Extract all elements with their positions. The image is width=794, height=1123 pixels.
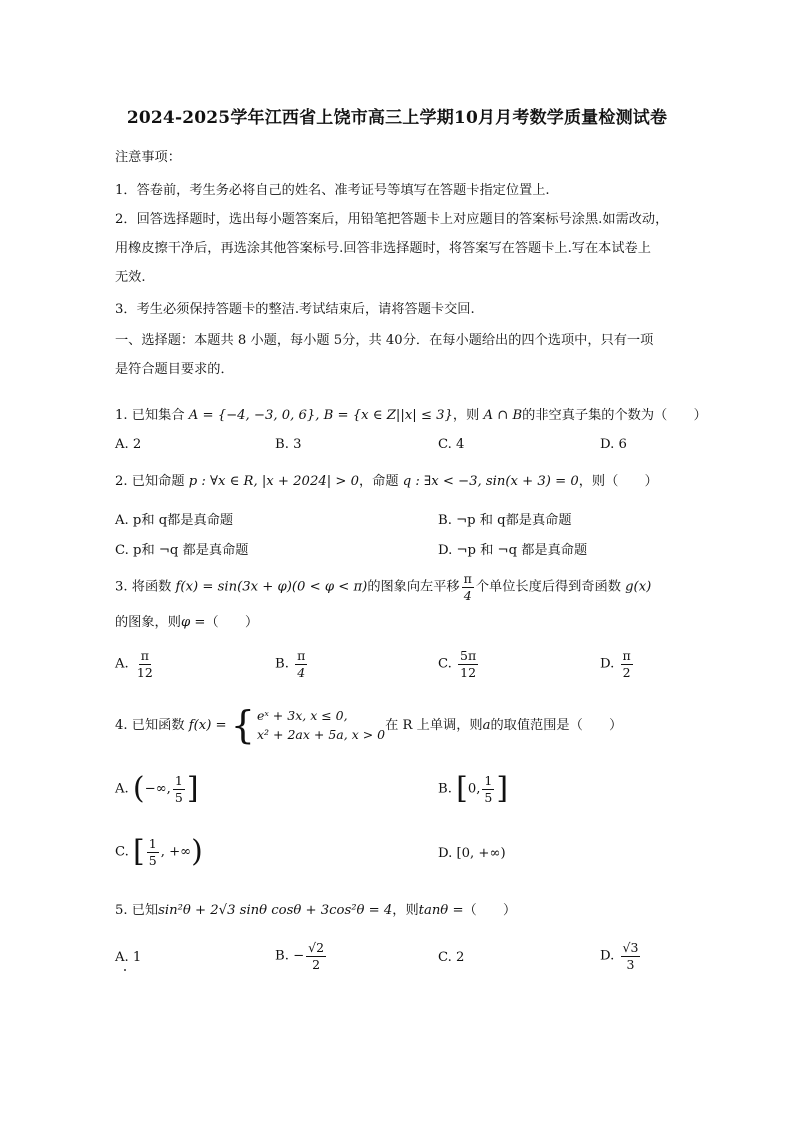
- q1-option-a: A. 2: [115, 437, 142, 452]
- q2-option-a: A. p和 q都是真命题: [115, 513, 234, 528]
- q4-option-c-label: C.: [115, 844, 129, 860]
- q4-option-b-num: 1: [484, 773, 493, 788]
- q3-prefix: 3. 将函数: [115, 579, 172, 595]
- q3-option-b-num: π: [297, 648, 306, 663]
- question-4: [115, 703, 623, 748]
- q3-option-b: [275, 648, 309, 680]
- q1-suffix: 的非空真子集的个数为（ ）: [522, 408, 707, 423]
- q5-expr: sin²θ + 2√3 sinθ cosθ + 3cos²θ = 4: [158, 903, 393, 918]
- q3-option-c: [438, 648, 480, 680]
- q3-line2: 的图象，则: [115, 615, 181, 630]
- q5-option-b: [275, 940, 328, 972]
- q4-option-c-upper: , +∞: [160, 844, 192, 860]
- q3-option-d: [600, 648, 635, 680]
- q4-option-c-den: 5: [148, 852, 157, 868]
- section-heading: 一、选择题：本题共 8 小题，每小题 5分，共 40分．在每小题给出的四个选项中，只有一项: [115, 333, 654, 348]
- q3-option-c-label: C.: [438, 656, 452, 672]
- q5-option-a: [115, 950, 141, 965]
- q3-option-d-label: D.: [600, 656, 615, 672]
- q3-suffix: 个单位长度后得到奇函数: [475, 579, 621, 595]
- q4-option-b-left-bracket: [: [456, 771, 468, 807]
- question-2: [115, 470, 658, 489]
- q4-option-b: [438, 773, 508, 805]
- q1-mid: ，则: [452, 408, 480, 423]
- notice-heading: 注意事项：: [115, 150, 181, 165]
- q3-option-a-label: A.: [115, 656, 129, 672]
- q4-option-a-num: 1: [174, 773, 183, 788]
- q3-option-b-den: 4: [297, 664, 306, 680]
- q3-option-b-label: B.: [275, 656, 289, 672]
- q4-option-b-right-bracket: ]: [496, 771, 509, 807]
- q3-phi: φ =: [180, 615, 206, 630]
- q4-option-c-right-bracket: ): [191, 834, 203, 870]
- q3-option-c-num: 5π: [460, 648, 477, 663]
- q1-expr: A ∩ B: [483, 408, 523, 423]
- q4-option-d: [438, 846, 506, 861]
- q4-option-a-den: 5: [174, 789, 183, 805]
- q4-option-c: [115, 836, 203, 868]
- section-heading-cont: 是符合题目要求的．: [115, 362, 234, 377]
- q5-option-b-num: √2: [308, 940, 325, 955]
- q1-sets: A = {−4, −3, 0, 6}, B = {x ∈ Z||x| ≤ 3}: [188, 408, 453, 423]
- q4-a: a: [482, 717, 491, 733]
- q5-option-a-text: 1: [132, 950, 142, 965]
- q2-q: q : ∃x < −3, sin(x + 3) = 0: [402, 474, 579, 489]
- q5-option-b-fraction: [306, 940, 326, 972]
- question-3-cont: [115, 611, 258, 630]
- q4-case-1: eˣ + 3x, x ≤ 0,: [256, 708, 348, 723]
- q5-option-d-label: D.: [600, 948, 615, 964]
- q4-option-d-label: D.: [438, 846, 453, 861]
- q5-option-c: [438, 950, 464, 965]
- q4-func: f(x) =: [188, 717, 227, 733]
- q1-option-b: B. 3: [275, 437, 302, 452]
- q2-mid: ，命题: [359, 474, 399, 489]
- q3-option-d-fraction: [621, 648, 633, 680]
- q4-brace: {: [230, 703, 255, 748]
- stray-dot: [124, 969, 126, 971]
- q4-option-c-fraction: [147, 836, 159, 868]
- q4-option-a-label: A.: [115, 781, 129, 797]
- q3-option-a: [115, 648, 157, 680]
- q5-option-b-sign: −: [293, 948, 305, 964]
- q3-line2-end: （ ）: [205, 615, 259, 630]
- q1-option-d: D. 6: [600, 437, 627, 452]
- q4-option-b-lower: 0,: [467, 781, 481, 797]
- q2-prefix: 2. 已知命题: [115, 474, 185, 489]
- question-5: [115, 899, 516, 918]
- q3-option-d-den: 2: [622, 664, 631, 680]
- q4-option-c-num: 1: [148, 836, 157, 851]
- q3-shift-num: π: [463, 571, 472, 586]
- q2-option-d: D. ¬p 和 ¬q 都是真命题: [438, 543, 588, 558]
- q5-prefix: 5. 已知: [115, 903, 159, 918]
- q3-shift-den: 4: [463, 587, 472, 603]
- q5-option-d-den: 3: [626, 956, 635, 972]
- notice-item-2: 2．回答选择题时，选出每小题答案后，用铅笔把答题卡上对应题目的答案标号涂黑.如需改动，: [115, 212, 669, 227]
- q3-option-c-fraction: [458, 648, 478, 680]
- q5-option-d-fraction: [621, 940, 641, 972]
- q4-case-2: x² + 2ax + 5a, x > 0: [256, 727, 386, 743]
- q3-g: g(x): [625, 579, 652, 595]
- q5-option-b-label: B.: [275, 948, 289, 964]
- q4-option-a-lower: −∞,: [144, 781, 171, 797]
- q2-option-b: B. ¬p 和 q都是真命题: [438, 513, 572, 528]
- q3-option-d-num: π: [622, 648, 631, 663]
- q2-suffix: ，则（ ）: [578, 474, 658, 489]
- q4-option-b-den: 5: [484, 789, 493, 805]
- q1-option-c: C. 4: [438, 437, 465, 452]
- q4-piecewise: [230, 703, 386, 748]
- q3-mid: 的图象向左平移: [367, 579, 460, 595]
- notice-item-1: 1．答卷前，考生务必将自己的姓名、准考证号等填写在答题卡指定位置上.: [115, 183, 550, 198]
- notice-item-2-end: 无效.: [115, 270, 146, 285]
- q4-option-a-fraction: [173, 773, 185, 805]
- page-title: 2024-2025学年江西省上饶市高三上学期10月月考数学质量检测试卷: [126, 108, 668, 128]
- q3-option-c-den: 12: [460, 664, 477, 680]
- q5-option-a-label: A.: [115, 950, 129, 965]
- q3-option-a-den: 12: [136, 664, 153, 680]
- q3-option-a-fraction: [135, 648, 155, 680]
- q4-option-a-left-bracket: (: [132, 771, 145, 807]
- question-3: [115, 571, 651, 603]
- q4-cases: [257, 706, 385, 745]
- q2-option-c: C. p和 ¬q 都是真命题: [115, 543, 249, 558]
- q4-option-a-right-bracket: ]: [186, 771, 199, 807]
- q4-option-b-fraction: [482, 773, 494, 805]
- question-1: [115, 404, 707, 423]
- q5-option-d: [600, 940, 642, 972]
- q4-suffix: 在 R 上单调，则: [385, 717, 483, 733]
- q1-prefix: 1. 已知集合: [115, 408, 185, 423]
- q4-option-d-text: [0, +∞): [456, 846, 506, 861]
- q5-option-c-label: C.: [438, 950, 452, 965]
- q5-option-d-num: √3: [622, 940, 639, 955]
- q4-option-c-left-bracket: [: [133, 834, 145, 870]
- q3-shift-fraction: [462, 571, 474, 603]
- q4-option-b-label: B.: [438, 781, 452, 797]
- q4-prefix: 4. 已知函数: [115, 717, 185, 733]
- notice-item-2-cont: 用橡皮擦干净后，再选涂其他答案标号.回答非选择题时，将答案写在答题卡上.写在本试卷上: [115, 241, 651, 256]
- q2-p: p : ∀x ∈ R, |x + 2024| > 0: [188, 474, 359, 489]
- q5-tan: tanθ =: [418, 903, 464, 918]
- q5-option-b-den: 2: [312, 956, 321, 972]
- notice-item-3: 3．考生必须保持答题卡的整洁.考试结束后，请将答题卡交回.: [115, 302, 475, 317]
- q5-suffix: （ ）: [463, 903, 517, 918]
- q3-func: f(x) = sin(3x + φ)(0 < φ < π): [175, 579, 368, 595]
- q4-suffix2: 的取值范围是（ ）: [490, 717, 623, 733]
- q4-option-a: [115, 773, 199, 805]
- q3-option-a-num: π: [140, 648, 149, 663]
- q5-mid: ，则: [392, 903, 419, 918]
- q3-option-b-fraction: [295, 648, 307, 680]
- q5-option-c-text: 2: [456, 950, 465, 965]
